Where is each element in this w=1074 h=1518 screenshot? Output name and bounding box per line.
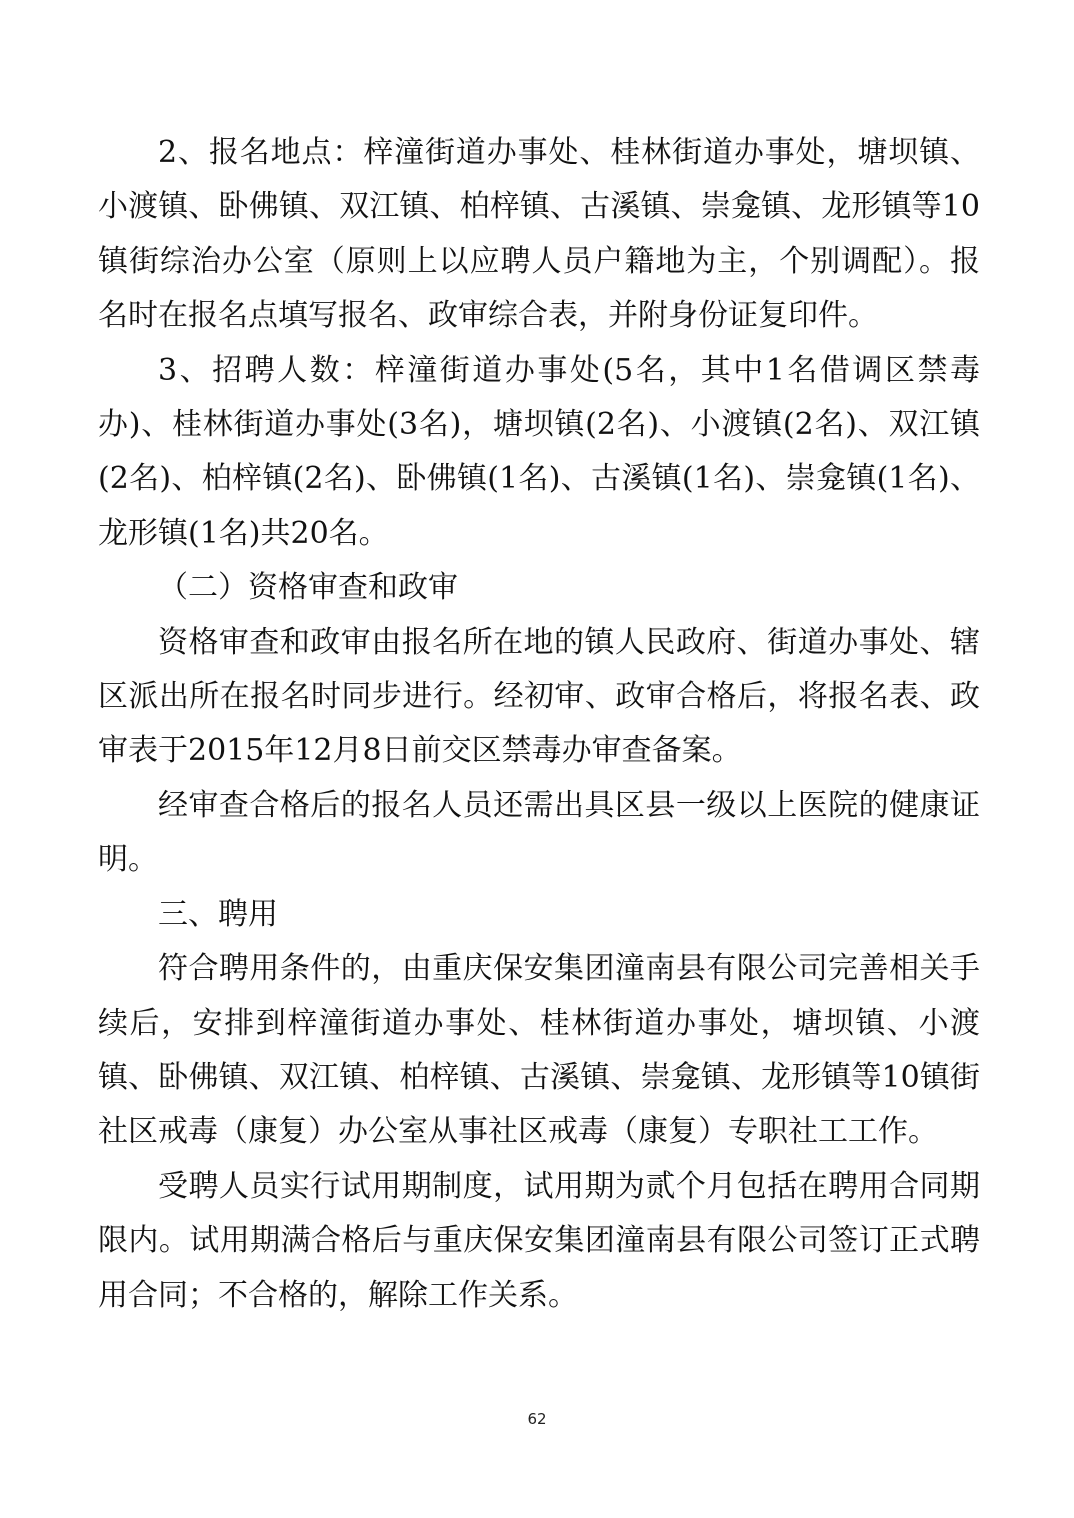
section-heading-qualification-review: （二）资格审查和政审 — [158, 570, 458, 606]
document-body — [98, 126, 980, 1323]
paragraph-recruitment-count: 3、招聘人数：梓潼街道办事处(5名，其中1名借调区禁毒办)、桂林街道办事处(3名)，塘坝镇(2名)、小渡镇(2名)、双江镇(2名)、柏梓镇(2名)、卧佛镇(1名)、古溪镇(1名)、崇龛镇(1名)、龙形镇(1名)共20名。 — [98, 352, 980, 551]
paragraph-registration-location: 2、报名地点：梓潼街道办事处、桂林街道办事处，塘坝镇、小渡镇、卧佛镇、双江镇、柏梓镇、古溪镇、崇龛镇、龙形镇等10镇街综治办公室（原则上以应聘人员户籍地为主，个别调配）。报名时在报名点填写报名、政审综合表，并附身份证复印件。 — [98, 135, 980, 334]
paragraph-qualification-review: 资格审查和政审由报名所在地的镇人民政府、街道办事处、辖区派出所在报名时同步进行。经初审、政审合格后，将报名表、政审表于2015年12月8日前交区禁毒办审查备案。 — [98, 624, 980, 769]
section-heading-employment: 三、聘用 — [158, 896, 278, 932]
paragraph-probation-period: 受聘人员实行试用期制度，试用期为贰个月包括在聘用合同期限内。试用期满合格后与重庆保安集团潼南县有限公司签订正式聘用合同；不合格的，解除工作关系。 — [98, 1168, 980, 1313]
paragraph-health-certificate: 经审查合格后的报名人员还需出具区县一级以上医院的健康证明。 — [98, 787, 980, 878]
page-number: 62 — [527, 1410, 547, 1428]
paragraph-employment-placement: 符合聘用条件的，由重庆保安集团潼南县有限公司完善相关手续后，安排到梓潼街道办事处、桂林街道办事处，塘坝镇、小渡镇、卧佛镇、双江镇、柏梓镇、古溪镇、崇龛镇、龙形镇等10镇街社区戒毒（康复）办公室从事社区戒毒（康复）专职社工工作。 — [98, 951, 980, 1150]
